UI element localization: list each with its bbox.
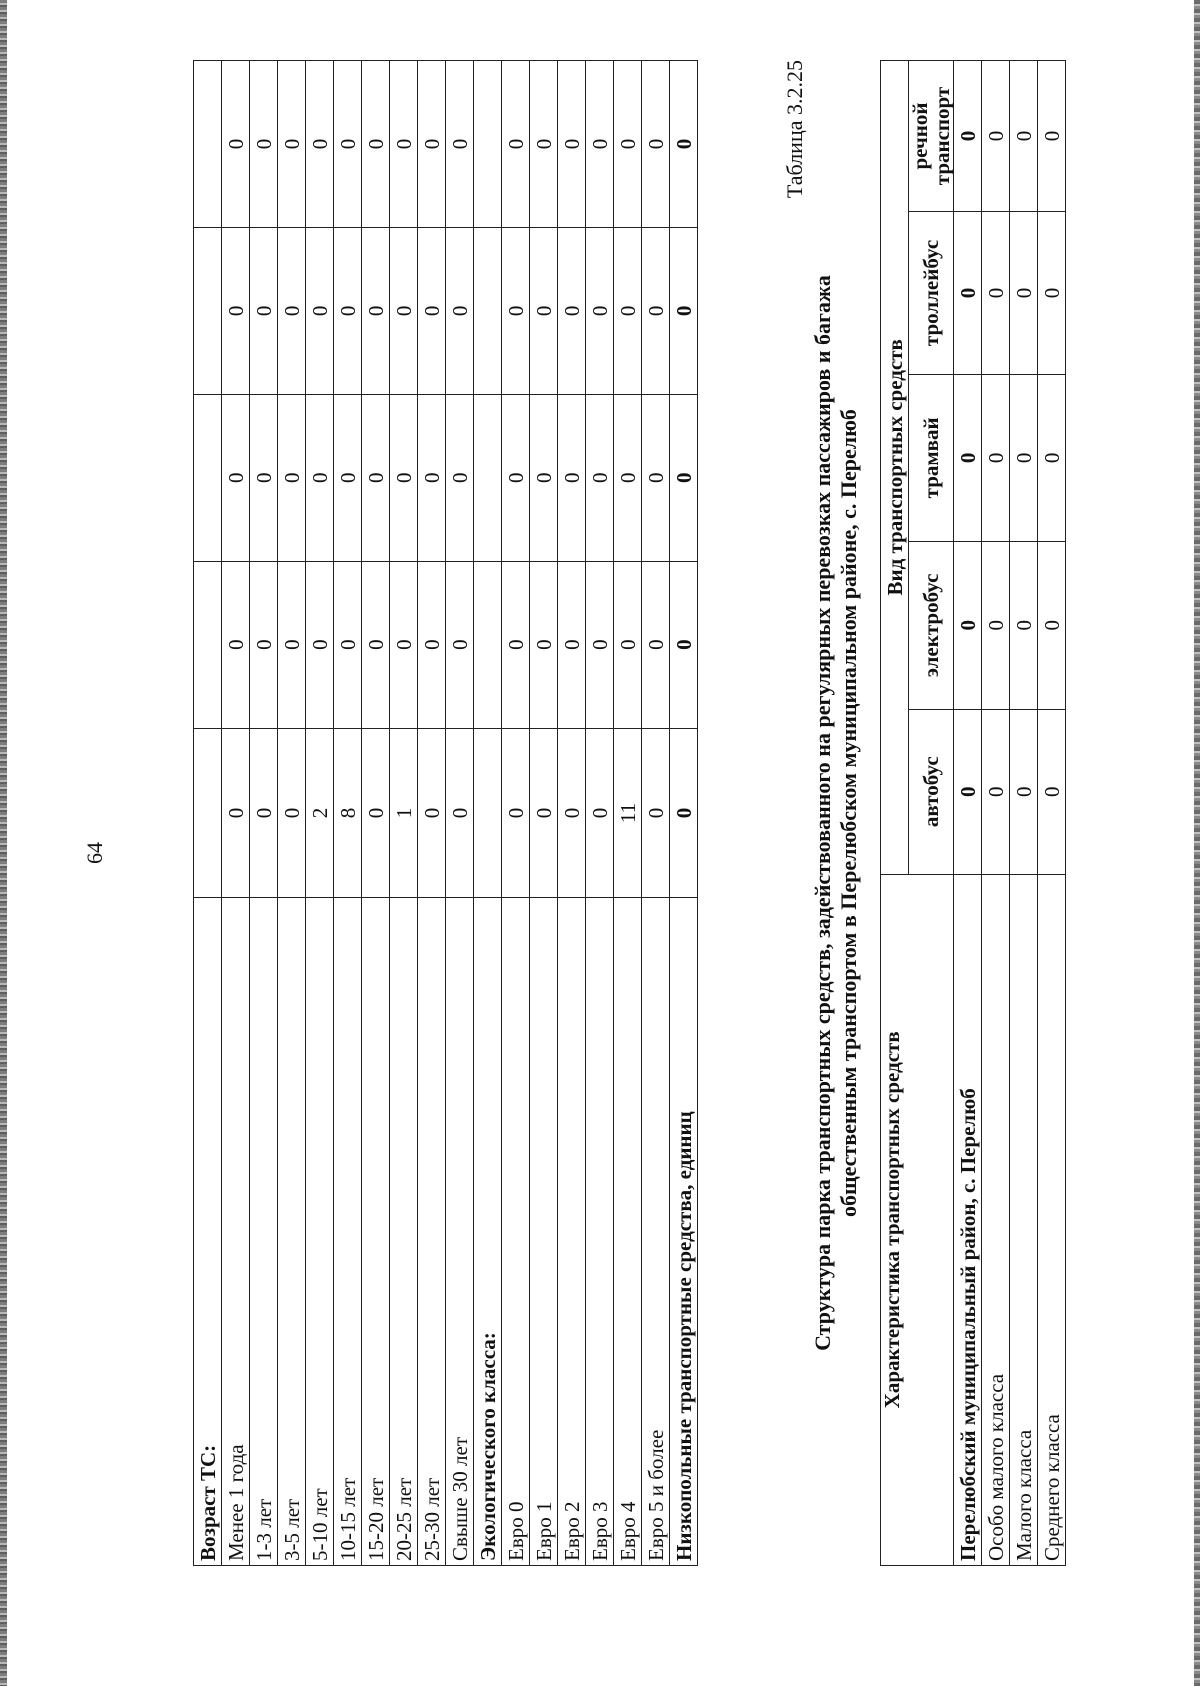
cell-value: [474, 227, 502, 394]
cell-value: 0: [334, 561, 362, 728]
table-row: [250, 61, 278, 1566]
cell-value: 0: [446, 728, 474, 898]
cell-value: 0: [586, 61, 614, 228]
cell-value: 0: [586, 394, 614, 561]
table-caption-line2: общественным транспортом в Перелюбском муниципальном районе, с. Перелюб: [836, 409, 861, 1217]
cell-value: 0: [222, 394, 250, 561]
cell-value: 0: [250, 561, 278, 728]
cell-value: 0: [1038, 61, 1066, 212]
vehicle-fleet-table-continued: [193, 60, 698, 1566]
cell-value: 0: [502, 61, 530, 228]
row-label: Евро 1: [530, 898, 558, 1566]
row-label: Малого класса: [1010, 874, 1038, 1565]
column-header: автобус: [909, 709, 954, 874]
cell-value: 0: [334, 227, 362, 394]
fleet-structure-table: [880, 60, 1066, 1566]
cell-value: 0: [614, 61, 642, 228]
table-row: [642, 61, 670, 1566]
cell-value: 0: [446, 61, 474, 228]
row-label: Евро 4: [614, 898, 642, 1566]
table-row: [586, 61, 614, 1566]
table-row: [558, 61, 586, 1566]
table-row: [1010, 61, 1038, 1566]
cell-value: 0: [954, 211, 982, 374]
cell-value: 0: [502, 728, 530, 898]
row-label: Низкопольные транспортные средства, единиц: [670, 898, 698, 1566]
row-label: 25-30 лет: [418, 898, 446, 1566]
row-label: Евро 3: [586, 898, 614, 1566]
table-row: [418, 61, 446, 1566]
table-row: [222, 61, 250, 1566]
cell-value: [474, 61, 502, 228]
cell-value: 0: [670, 394, 698, 561]
cell-value: 0: [982, 709, 1010, 874]
cell-value: 0: [250, 394, 278, 561]
cell-value: 0: [614, 561, 642, 728]
cell-value: 0: [982, 541, 1010, 709]
row-label: 20-25 лет: [390, 898, 418, 1566]
cell-value: 0: [250, 61, 278, 228]
cell-value: 0: [306, 227, 334, 394]
cell-value: 0: [222, 561, 250, 728]
cell-value: 0: [306, 394, 334, 561]
cell-value: 0: [362, 61, 390, 228]
cell-value: 0: [250, 227, 278, 394]
cell-value: 0: [642, 227, 670, 394]
row-label: Экологического класса:: [474, 898, 502, 1566]
cell-value: 0: [642, 61, 670, 228]
table-row: [982, 61, 1010, 1566]
cell-value: 0: [1010, 541, 1038, 709]
cell-value: 0: [334, 61, 362, 228]
cell-value: 0: [390, 227, 418, 394]
cell-value: 0: [278, 561, 306, 728]
column-header: электробус: [909, 541, 954, 709]
cell-value: 0: [306, 61, 334, 228]
cell-value: 0: [278, 227, 306, 394]
cell-value: 0: [222, 227, 250, 394]
column-header: речной транспорт: [909, 61, 954, 212]
row-label: Особо малого класса: [982, 874, 1010, 1565]
cell-value: 0: [586, 227, 614, 394]
table-row: [334, 61, 362, 1566]
cell-value: 0: [418, 61, 446, 228]
row-label: Менее 1 года: [222, 898, 250, 1566]
cell-value: 0: [954, 61, 982, 212]
cell-value: 0: [1010, 374, 1038, 541]
cell-value: 2: [306, 728, 334, 898]
cell-value: 0: [278, 61, 306, 228]
cell-value: 0: [1010, 211, 1038, 374]
table-row: [278, 61, 306, 1566]
table-row: [1038, 61, 1066, 1566]
cell-value: 0: [418, 227, 446, 394]
cell-value: 0: [614, 227, 642, 394]
cell-value: 0: [446, 561, 474, 728]
table-caption-line1: Структура парка транспортных средств, задействованного на регулярных перевозках пассажиров и багажа: [810, 275, 835, 1351]
cell-value: 1: [390, 728, 418, 898]
cell-value: 0: [362, 227, 390, 394]
cell-value: 0: [670, 561, 698, 728]
row-label: Перелюбский муниципальный район, с. Перелюб: [954, 874, 982, 1565]
cell-value: 0: [446, 394, 474, 561]
table-row: [306, 61, 334, 1566]
cell-value: [474, 394, 502, 561]
cell-value: 0: [530, 61, 558, 228]
cell-value: 0: [1038, 374, 1066, 541]
cell-value: [474, 561, 502, 728]
cell-value: 0: [670, 227, 698, 394]
cell-value: 0: [670, 61, 698, 228]
page-number: 64: [82, 842, 107, 864]
cell-value: 0: [558, 561, 586, 728]
cell-value: 0: [446, 227, 474, 394]
table-row: [474, 61, 502, 1566]
cell-value: [194, 561, 222, 728]
row-label: 15-20 лет: [362, 898, 390, 1566]
table-row: [614, 61, 642, 1566]
cell-value: 0: [1038, 211, 1066, 374]
cell-value: 0: [334, 394, 362, 561]
cell-value: 0: [614, 394, 642, 561]
cell-value: 0: [558, 394, 586, 561]
cell-value: 0: [362, 728, 390, 898]
cell-value: 0: [954, 374, 982, 541]
cell-value: 0: [390, 394, 418, 561]
cell-value: [194, 394, 222, 561]
cell-value: 0: [362, 561, 390, 728]
cell-value: 0: [642, 728, 670, 898]
cell-value: 0: [558, 61, 586, 228]
table-row: [194, 61, 222, 1566]
table-row: [502, 61, 530, 1566]
cell-value: 0: [278, 394, 306, 561]
header-characteristic: Характеристика транспортных средств: [881, 874, 954, 1565]
cell-value: 0: [670, 728, 698, 898]
row-label: 3-5 лет: [278, 898, 306, 1566]
row-label: 1-3 лет: [250, 898, 278, 1566]
cell-value: 0: [306, 561, 334, 728]
cell-value: 0: [390, 61, 418, 228]
table-row: [446, 61, 474, 1566]
cell-value: 0: [586, 561, 614, 728]
table-row: [362, 61, 390, 1566]
cell-value: 0: [418, 561, 446, 728]
cell-value: 0: [954, 709, 982, 874]
row-label: 5-10 лет: [306, 898, 334, 1566]
row-label: Евро 0: [502, 898, 530, 1566]
cell-value: 0: [982, 61, 1010, 212]
table-row: [390, 61, 418, 1566]
cell-value: 0: [530, 561, 558, 728]
cell-value: 0: [278, 728, 306, 898]
cell-value: 0: [502, 394, 530, 561]
cell-value: 0: [1010, 709, 1038, 874]
cell-value: 8: [334, 728, 362, 898]
cell-value: 0: [222, 728, 250, 898]
cell-value: 0: [390, 561, 418, 728]
cell-value: 0: [642, 394, 670, 561]
cell-value: 0: [642, 561, 670, 728]
cell-value: [194, 227, 222, 394]
cell-value: 0: [502, 227, 530, 394]
table-row: [954, 61, 982, 1566]
cell-value: 0: [982, 211, 1010, 374]
row-label: Евро 5 и более: [642, 898, 670, 1566]
cell-value: 0: [1038, 541, 1066, 709]
cell-value: 0: [418, 394, 446, 561]
cell-value: 0: [982, 374, 1010, 541]
cell-value: 0: [558, 728, 586, 898]
cell-value: 0: [954, 541, 982, 709]
column-header: троллейбус: [909, 211, 954, 374]
table-caption: [810, 60, 862, 1566]
cell-value: 0: [1038, 709, 1066, 874]
cell-value: [194, 61, 222, 228]
table-row: [530, 61, 558, 1566]
row-label: Свыше 30 лет: [446, 898, 474, 1566]
row-label: Евро 2: [558, 898, 586, 1566]
table2-header-row-1: [881, 61, 909, 1566]
row-label: Среднего класса: [1038, 874, 1066, 1565]
cell-value: [194, 728, 222, 898]
cell-value: 11: [614, 728, 642, 898]
row-label: Возраст ТС:: [194, 898, 222, 1566]
cell-value: 0: [586, 728, 614, 898]
cell-value: 0: [222, 61, 250, 228]
header-vehicle-type-group: Вид транспортных средств: [881, 61, 909, 875]
cell-value: 0: [1010, 61, 1038, 212]
cell-value: 0: [362, 394, 390, 561]
cell-value: 0: [250, 728, 278, 898]
cell-value: 0: [502, 561, 530, 728]
column-header: трамвай: [909, 374, 954, 541]
cell-value: 0: [530, 227, 558, 394]
cell-value: 0: [530, 728, 558, 898]
cell-value: 0: [418, 728, 446, 898]
cell-value: 0: [530, 394, 558, 561]
table-number: Таблица 3.2.25: [782, 60, 807, 199]
cell-value: [474, 728, 502, 898]
row-label: 10-15 лет: [334, 898, 362, 1566]
cell-value: 0: [558, 227, 586, 394]
table-row: [670, 61, 698, 1566]
